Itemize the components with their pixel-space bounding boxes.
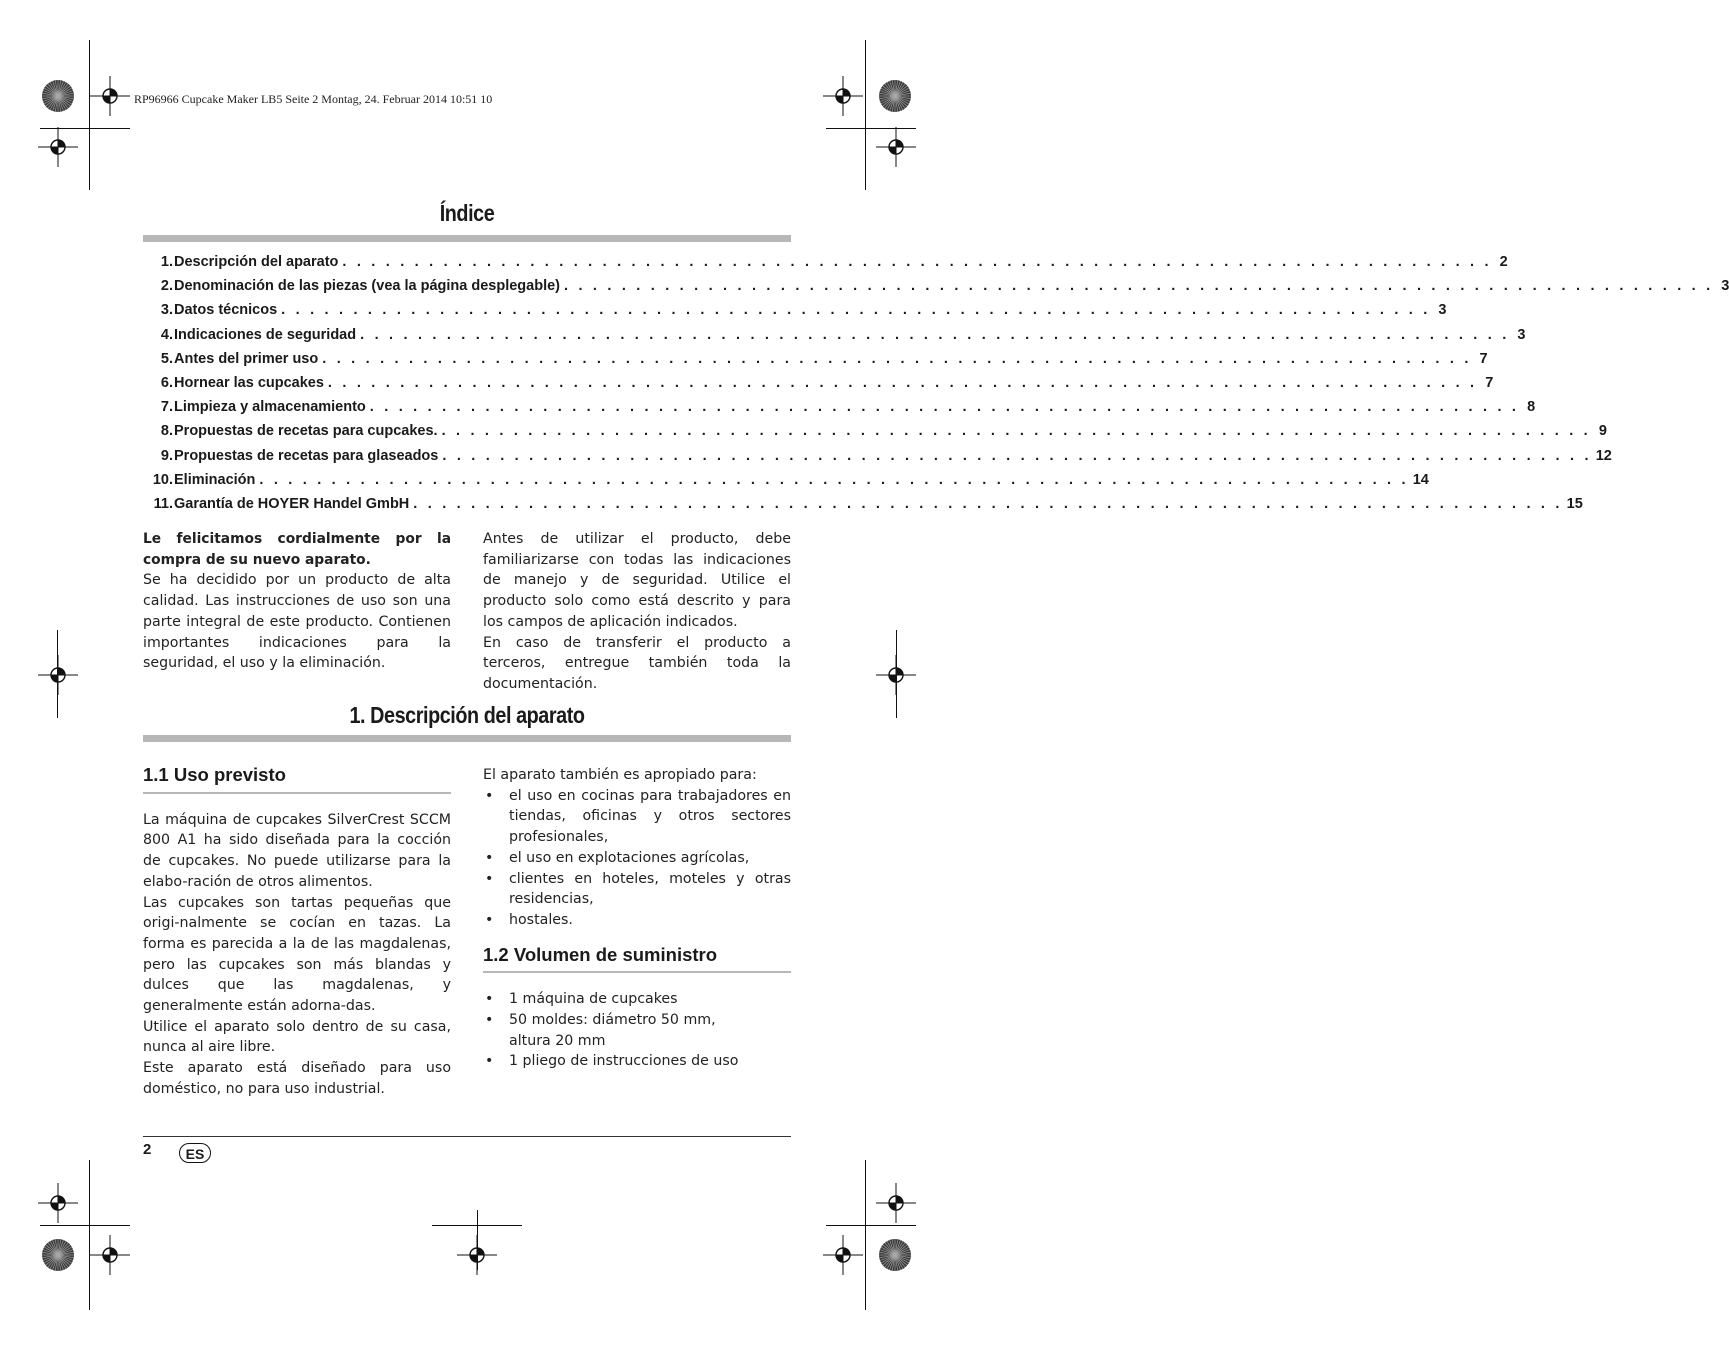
toc-entry-title: Denominación de las piezas (vea la página desplegable) [174, 278, 560, 295]
toc-entry-title: Propuestas de recetas para cupcakes. [174, 423, 438, 440]
sub1-p2: Las cupcakes son tartas pequeñas que origi-nalmente se cocían en tazas. La forma es parecida a la de las magdalenas, pero las cupcakes son más blandas y dulces que las magdalenas, y generalmente están adorna-das. [143, 894, 451, 1015]
section1-left-column [143, 765, 451, 1100]
registration-crosshair-icon [90, 76, 130, 116]
list-item: • el uso en explotaciones agrícolas, [483, 848, 791, 869]
toc-entry [143, 423, 1607, 447]
color-registration-starburst-icon [41, 79, 75, 113]
page-number: 2 [143, 1141, 152, 1158]
intro-lead: Le felicitamos cordialmente por la compra de su nuevo aparato. [143, 531, 451, 568]
toc-entry-page: 3 [1517, 326, 1526, 343]
section1-right-column [483, 765, 791, 1072]
toc-entry-number: 7. [160, 399, 173, 416]
toc-entry [143, 254, 1508, 278]
toc-leader-dots: . . . . . . . . . . . . . . . . . . . . . . . . . . . . . . . . . . . . . . . . . . . . . . . . . . . . . . . . . . . . . . . . . . . . . . . . . . . . . . . . [327, 374, 1478, 391]
crop-line [826, 1225, 916, 1226]
toc-entry [143, 374, 1494, 399]
intro-left-text: Se ha decidido por un producto de alta calidad. Las instrucciones de uso son una parte integral de este producto. Contienen importantes indicaciones para la seguridad, el uso y la eliminación. [143, 572, 451, 672]
registration-crosshair-icon [38, 1183, 78, 1223]
toc-leader-dots: . . . . . . . . . . . . . . . . . . . . . . . . . . . . . . . . . . . . . . . . . . . . . . . . . . . . . . . . . . . . . . . . . . . . . . . . . . . . . . . . [360, 326, 1510, 343]
toc-entry-title: Indicaciones de seguridad [174, 326, 357, 343]
toc-entry-number: 4. [160, 326, 173, 343]
toc-entry-page: 2 [1499, 254, 1508, 270]
toc-entry-number: 11. [153, 495, 173, 512]
toc-entry-page: 8 [1527, 399, 1536, 416]
toc-entry-title: Datos técnicos [174, 302, 278, 319]
toc-leader-dots: . . . . . . . . . . . . . . . . . . . . . . . . . . . . . . . . . . . . . . . . . . . . . . . . . . . . . . . . . . . . . . . . . . . . . . . . . . . . . . . . [322, 350, 1472, 367]
toc-entry-page: 9 [1598, 423, 1607, 440]
list-item: • 1 pliego de instrucciones de uso [483, 1051, 791, 1072]
crop-line [89, 40, 90, 190]
crop-line [865, 1160, 866, 1310]
list-item: • 50 moldes: diámetro 50 mm, altura 20 mm [483, 1010, 791, 1051]
section1-title-bar [143, 735, 791, 742]
crop-line [40, 128, 130, 129]
toc-entry [143, 471, 1429, 496]
intro-right-column [483, 529, 791, 695]
toc-entry-page: 3 [1438, 302, 1447, 319]
registration-crosshair-icon [38, 127, 78, 167]
list-item: • hostales. [483, 910, 791, 931]
crop-line [896, 630, 897, 718]
supply-list [483, 989, 791, 1072]
toc-entry-page: 7 [1485, 374, 1494, 391]
toc-entry-title: Garantía de HOYER Handel GmbH [174, 495, 410, 512]
list-item: • clientes en hoteles, moteles y otras residencias, [483, 869, 791, 910]
toc-entry [143, 278, 1729, 302]
toc-entry-title: Propuestas de recetas para glaseados [174, 447, 439, 464]
sub1-p3: Utilice el aparato solo dentro de su casa, nunca al aire libre. [143, 1018, 451, 1056]
toc-leader-dots: . . . . . . . . . . . . . . . . . . . . . . . . . . . . . . . . . . . . . . . . . . . . . . . . . . . . . . . . . . . . . . . . . . . . . . . . . . . . . . . . [259, 471, 1409, 488]
index-title-bar [143, 235, 791, 242]
registration-crosshair-icon [823, 1235, 863, 1275]
crop-line [826, 128, 916, 129]
toc-entry-page: 12 [1595, 447, 1612, 464]
subsection-1-1-title: 1.1 Uso previsto [143, 765, 451, 794]
intro-right-p1: Antes de utilizar el producto, debe familiarizarse con todas las indicaciones de manejo y de seguridad. Utilice el producto solo como está descrito y para los campos de aplicación indicados. [483, 531, 791, 630]
toc-entry-number: 2. [160, 278, 173, 295]
toc-entry-page: 7 [1479, 350, 1488, 367]
registration-crosshair-icon [90, 1235, 130, 1275]
registration-crosshair-icon [876, 127, 916, 167]
list-item: • el uso en cocinas para trabajadores en tiendas, oficinas y otros sectores profesionales, [483, 786, 791, 848]
toc-entry [143, 350, 1488, 375]
sub1-p4: Este aparato está diseñado para uso doméstico, no para uso industrial. [143, 1060, 451, 1097]
color-registration-starburst-icon [878, 1238, 912, 1272]
crop-line [40, 1225, 130, 1226]
toc-entry-number: 5. [160, 350, 173, 367]
toc-entry-number: 1. [160, 254, 173, 270]
color-registration-starburst-icon [878, 79, 912, 113]
color-registration-starburst-icon [41, 1238, 75, 1272]
toc-entry-number: 8. [160, 423, 173, 440]
toc-leader-dots: . . . . . . . . . . . . . . . . . . . . . . . . . . . . . . . . . . . . . . . . . . . . . . . . . . . . . . . . . . . . . . . . . . . . . . . . . . . . . . . . [564, 278, 1714, 295]
subsection-1-2-title: 1.2 Volumen de suministro [483, 945, 791, 974]
toc-leader-dots: . . . . . . . . . . . . . . . . . . . . . . . . . . . . . . . . . . . . . . . . . . . . . . . . . . . . . . . . . . . . . . . . . . . . . . . . . . . . . . . . [342, 254, 1492, 270]
toc-entry [143, 399, 1536, 423]
intro-right-p2: En caso de transferir el producto a terceros, entregue también toda la documentación. [483, 634, 791, 692]
registration-crosshair-icon [876, 1183, 916, 1223]
crop-line [865, 40, 866, 190]
toc-entry-page: 15 [1566, 495, 1583, 512]
toc-entry-number: 10. [152, 471, 173, 488]
also-suitable-title: El aparato también es apropiado para: [483, 767, 757, 783]
toc-leader-dots: . . . . . . . . . . . . . . . . . . . . . . . . . . . . . . . . . . . . . . . . . . . . . . . . . . . . . . . . . . . . . . . . . . . . . . . . . . . . . . . . [281, 302, 1431, 319]
toc-entry-title: Hornear las cupcakes [174, 374, 324, 391]
toc-entry-title: Eliminación [174, 471, 256, 488]
index-title: Índice [439, 200, 495, 226]
sub1-p1: La máquina de cupcakes SilverCrest SCCM 800 A1 ha sido diseñada para la cocción de cupcakes. No puede utilizarse para la elabo-ración de otros alimentos. [143, 811, 451, 890]
list-item: • 1 máquina de cupcakes [483, 989, 791, 1010]
toc-entry-title: Descripción del aparato [174, 254, 339, 270]
intro-left-column [143, 529, 451, 674]
language-badge: ES [179, 1143, 211, 1163]
section1-title: 1. Descripción del aparato [349, 702, 585, 728]
toc-leader-dots: . . . . . . . . . . . . . . . . . . . . . . . . . . . . . . . . . . . . . . . . . . . . . . . . . . . . . . . . . . . . . . . . . . . . . . . . . . . . . . . . [442, 447, 1592, 464]
toc-entry [143, 302, 1447, 326]
toc-entry-title: Limpieza y almacenamiento [174, 399, 366, 416]
crop-line [57, 630, 58, 718]
registration-crosshair-icon [823, 76, 863, 116]
table-of-contents [143, 254, 1729, 520]
registration-crosshair-icon [38, 655, 78, 695]
toc-entry-title: Antes del primer uso [174, 350, 319, 367]
also-suitable-list [483, 786, 791, 931]
toc-entry-number: 9. [160, 447, 173, 464]
crop-line [477, 1210, 478, 1270]
footer-rule [143, 1136, 791, 1137]
toc-entry-page: 3 [1721, 278, 1729, 295]
toc-leader-dots: . . . . . . . . . . . . . . . . . . . . . . . . . . . . . . . . . . . . . . . . . . . . . . . . . . . . . . . . . . . . . . . . . . . . . . . . . . . . . . . . [369, 399, 1520, 416]
toc-leader-dots: . . . . . . . . . . . . . . . . . . . . . . . . . . . . . . . . . . . . . . . . . . . . . . . . . . . . . . . . . . . . . . . . . . . . . . . . . . . . . . . . [441, 423, 1591, 440]
toc-entry [143, 326, 1526, 351]
toc-entry [143, 495, 1583, 520]
crop-line [432, 1225, 522, 1226]
toc-entry [143, 447, 1612, 472]
toc-entry-page: 14 [1412, 471, 1429, 488]
toc-entry-number: 6. [160, 374, 173, 391]
toc-leader-dots: . . . . . . . . . . . . . . . . . . . . . . . . . . . . . . . . . . . . . . . . . . . . . . . . . . . . . . . . . . . . . . . . . . . . . . . . . . . . . . . . [413, 495, 1563, 512]
toc-entry-number: 3. [160, 302, 173, 319]
crop-line [89, 1160, 90, 1310]
print-info-line: RP96966 Cupcake Maker LB5 Seite 2 Montag, 24. Februar 2014 10:51 10 [134, 92, 493, 106]
